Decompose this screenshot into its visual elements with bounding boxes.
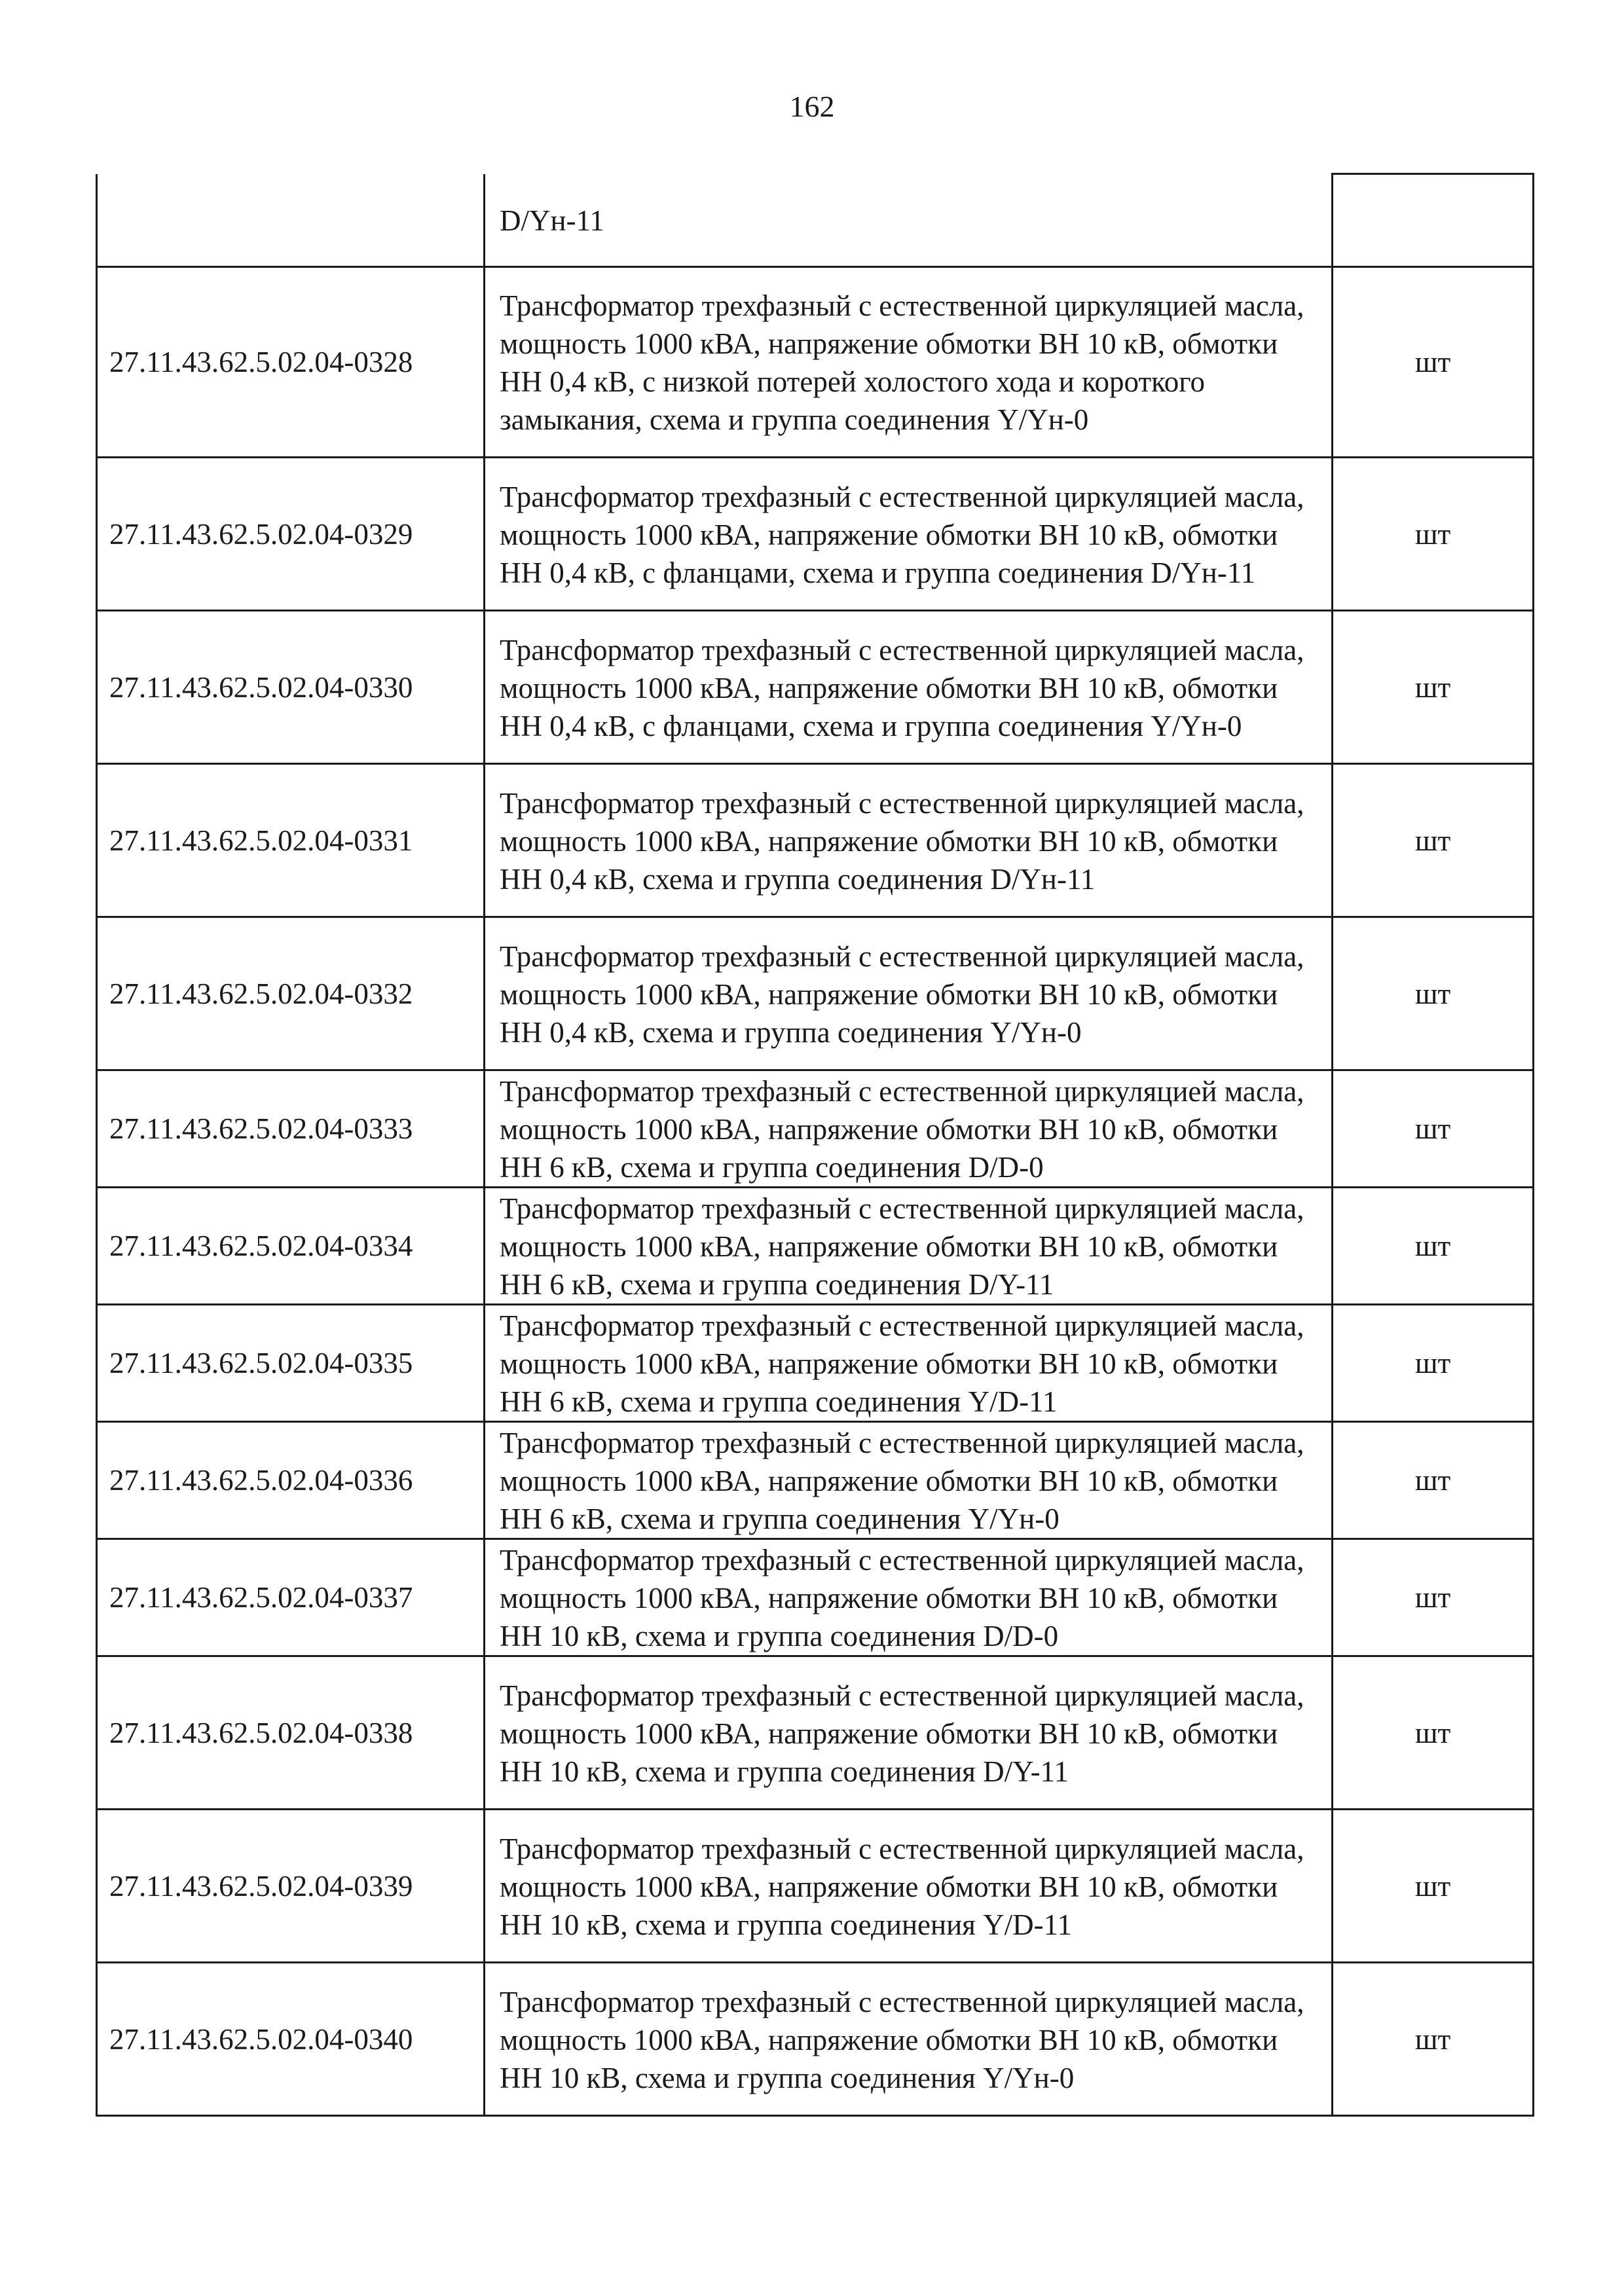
unit-cell: шт xyxy=(1333,1810,1534,1963)
resource-table xyxy=(96,173,1534,2117)
unit-cell: шт xyxy=(1333,1188,1534,1305)
code-cell: 27.11.43.62.5.02.04-0335 xyxy=(97,1305,485,1422)
unit-cell: шт xyxy=(1333,611,1534,764)
unit-cell xyxy=(1333,174,1534,267)
unit-cell: шт xyxy=(1333,917,1534,1070)
unit-cell: шт xyxy=(1333,1963,1534,2116)
unit-cell: шт xyxy=(1333,1070,1534,1188)
code-cell: 27.11.43.62.5.02.04-0338 xyxy=(97,1656,485,1810)
code-cell: 27.11.43.62.5.02.04-0339 xyxy=(97,1810,485,1963)
code-cell: 27.11.43.62.5.02.04-0336 xyxy=(97,1422,485,1539)
table-row xyxy=(97,458,1534,611)
description-cell: Трансформатор трехфазный с естественной циркуляцией масла, мощность 1000 кВА, напряжение обмотки ВН 10 кВ, обмотки НН 0,4 кВ, с фланцами, схема и группа соединения Y/Yн-0 xyxy=(485,611,1333,764)
unit-cell: шт xyxy=(1333,1422,1534,1539)
code-cell: 27.11.43.62.5.02.04-0334 xyxy=(97,1188,485,1305)
description-cell: Трансформатор трехфазный с естественной циркуляцией масла, мощность 1000 кВА, напряжение обмотки ВН 10 кВ, обмотки НН 10 кВ, схема и группа соединения Y/Yн-0 xyxy=(485,1963,1333,2116)
table-row xyxy=(97,267,1534,458)
table-row xyxy=(97,917,1534,1070)
code-cell: 27.11.43.62.5.02.04-0340 xyxy=(97,1963,485,2116)
unit-cell: шт xyxy=(1333,764,1534,917)
code-cell: 27.11.43.62.5.02.04-0328 xyxy=(97,267,485,458)
table-row xyxy=(97,1188,1534,1305)
unit-cell: шт xyxy=(1333,458,1534,611)
unit-cell: шт xyxy=(1333,267,1534,458)
table-row xyxy=(97,1810,1534,1963)
table-row xyxy=(97,1070,1534,1188)
description-cell: Трансформатор трехфазный с естественной циркуляцией масла, мощность 1000 кВА, напряжение обмотки ВН 10 кВ, обмотки НН 10 кВ, схема и группа соединения Y/D-11 xyxy=(485,1810,1333,1963)
description-cell: Трансформатор трехфазный с естественной циркуляцией масла, мощность 1000 кВА, напряжение обмотки ВН 10 кВ, обмотки НН 0,4 кВ, с фланцами, схема и группа соединения D/Yн-11 xyxy=(485,458,1333,611)
description-cell: Трансформатор трехфазный с естественной циркуляцией масла, мощность 1000 кВА, напряжение обмотки ВН 10 кВ, обмотки НН 0,4 кВ, схема и группа соединения Y/Yн-0 xyxy=(485,917,1333,1070)
description-cell: Трансформатор трехфазный с естественной циркуляцией масла, мощность 1000 кВА, напряжение обмотки ВН 10 кВ, обмотки НН 10 кВ, схема и группа соединения D/Y-11 xyxy=(485,1656,1333,1810)
description-cell: Трансформатор трехфазный с естественной циркуляцией масла, мощность 1000 кВА, напряжение обмотки ВН 10 кВ, обмотки НН 0,4 кВ, схема и группа соединения D/Yн-11 xyxy=(485,764,1333,917)
page-number: 162 xyxy=(789,90,835,123)
table-row xyxy=(97,1539,1534,1656)
description-cell: Трансформатор трехфазный с естественной циркуляцией масла, мощность 1000 кВА, напряжение обмотки ВН 10 кВ, обмотки НН 6 кВ, схема и группа соединения D/D-0 xyxy=(485,1070,1333,1188)
description-cell: D/Yн-11 xyxy=(485,174,1333,267)
code-cell: 27.11.43.62.5.02.04-0331 xyxy=(97,764,485,917)
code-cell: 27.11.43.62.5.02.04-0333 xyxy=(97,1070,485,1188)
description-cell: Трансформатор трехфазный с естественной циркуляцией масла, мощность 1000 кВА, напряжение обмотки ВН 10 кВ, обмотки НН 6 кВ, схема и группа соединения Y/Yн-0 xyxy=(485,1422,1333,1539)
description-cell: Трансформатор трехфазный с естественной циркуляцией масла, мощность 1000 кВА, напряжение обмотки ВН 10 кВ, обмотки НН 0,4 кВ, с низкой потерей холостого хода и короткого замыкания, схема и группа соединения Y/Yн-0 xyxy=(485,267,1333,458)
code-cell: 27.11.43.62.5.02.04-0329 xyxy=(97,458,485,611)
description-cell: Трансформатор трехфазный с естественной циркуляцией масла, мощность 1000 кВА, напряжение обмотки ВН 10 кВ, обмотки НН 10 кВ, схема и группа соединения D/D-0 xyxy=(485,1539,1333,1656)
table-row xyxy=(97,1963,1534,2116)
table-row xyxy=(97,764,1534,917)
table-row-continuation xyxy=(97,174,1534,267)
code-cell: 27.11.43.62.5.02.04-0337 xyxy=(97,1539,485,1656)
table-row xyxy=(97,1656,1534,1810)
description-cell: Трансформатор трехфазный с естественной циркуляцией масла, мощность 1000 кВА, напряжение обмотки ВН 10 кВ, обмотки НН 6 кВ, схема и группа соединения Y/D-11 xyxy=(485,1305,1333,1422)
unit-cell: шт xyxy=(1333,1539,1534,1656)
unit-cell: шт xyxy=(1333,1305,1534,1422)
code-cell: 27.11.43.62.5.02.04-0332 xyxy=(97,917,485,1070)
code-cell: 27.11.43.62.5.02.04-0330 xyxy=(97,611,485,764)
table-row xyxy=(97,611,1534,764)
table-row xyxy=(97,1422,1534,1539)
description-cell: Трансформатор трехфазный с естественной циркуляцией масла, мощность 1000 кВА, напряжение обмотки ВН 10 кВ, обмотки НН 6 кВ, схема и группа соединения D/Y-11 xyxy=(485,1188,1333,1305)
unit-cell: шт xyxy=(1333,1656,1534,1810)
table-row xyxy=(97,1305,1534,1422)
code-cell xyxy=(97,174,485,267)
